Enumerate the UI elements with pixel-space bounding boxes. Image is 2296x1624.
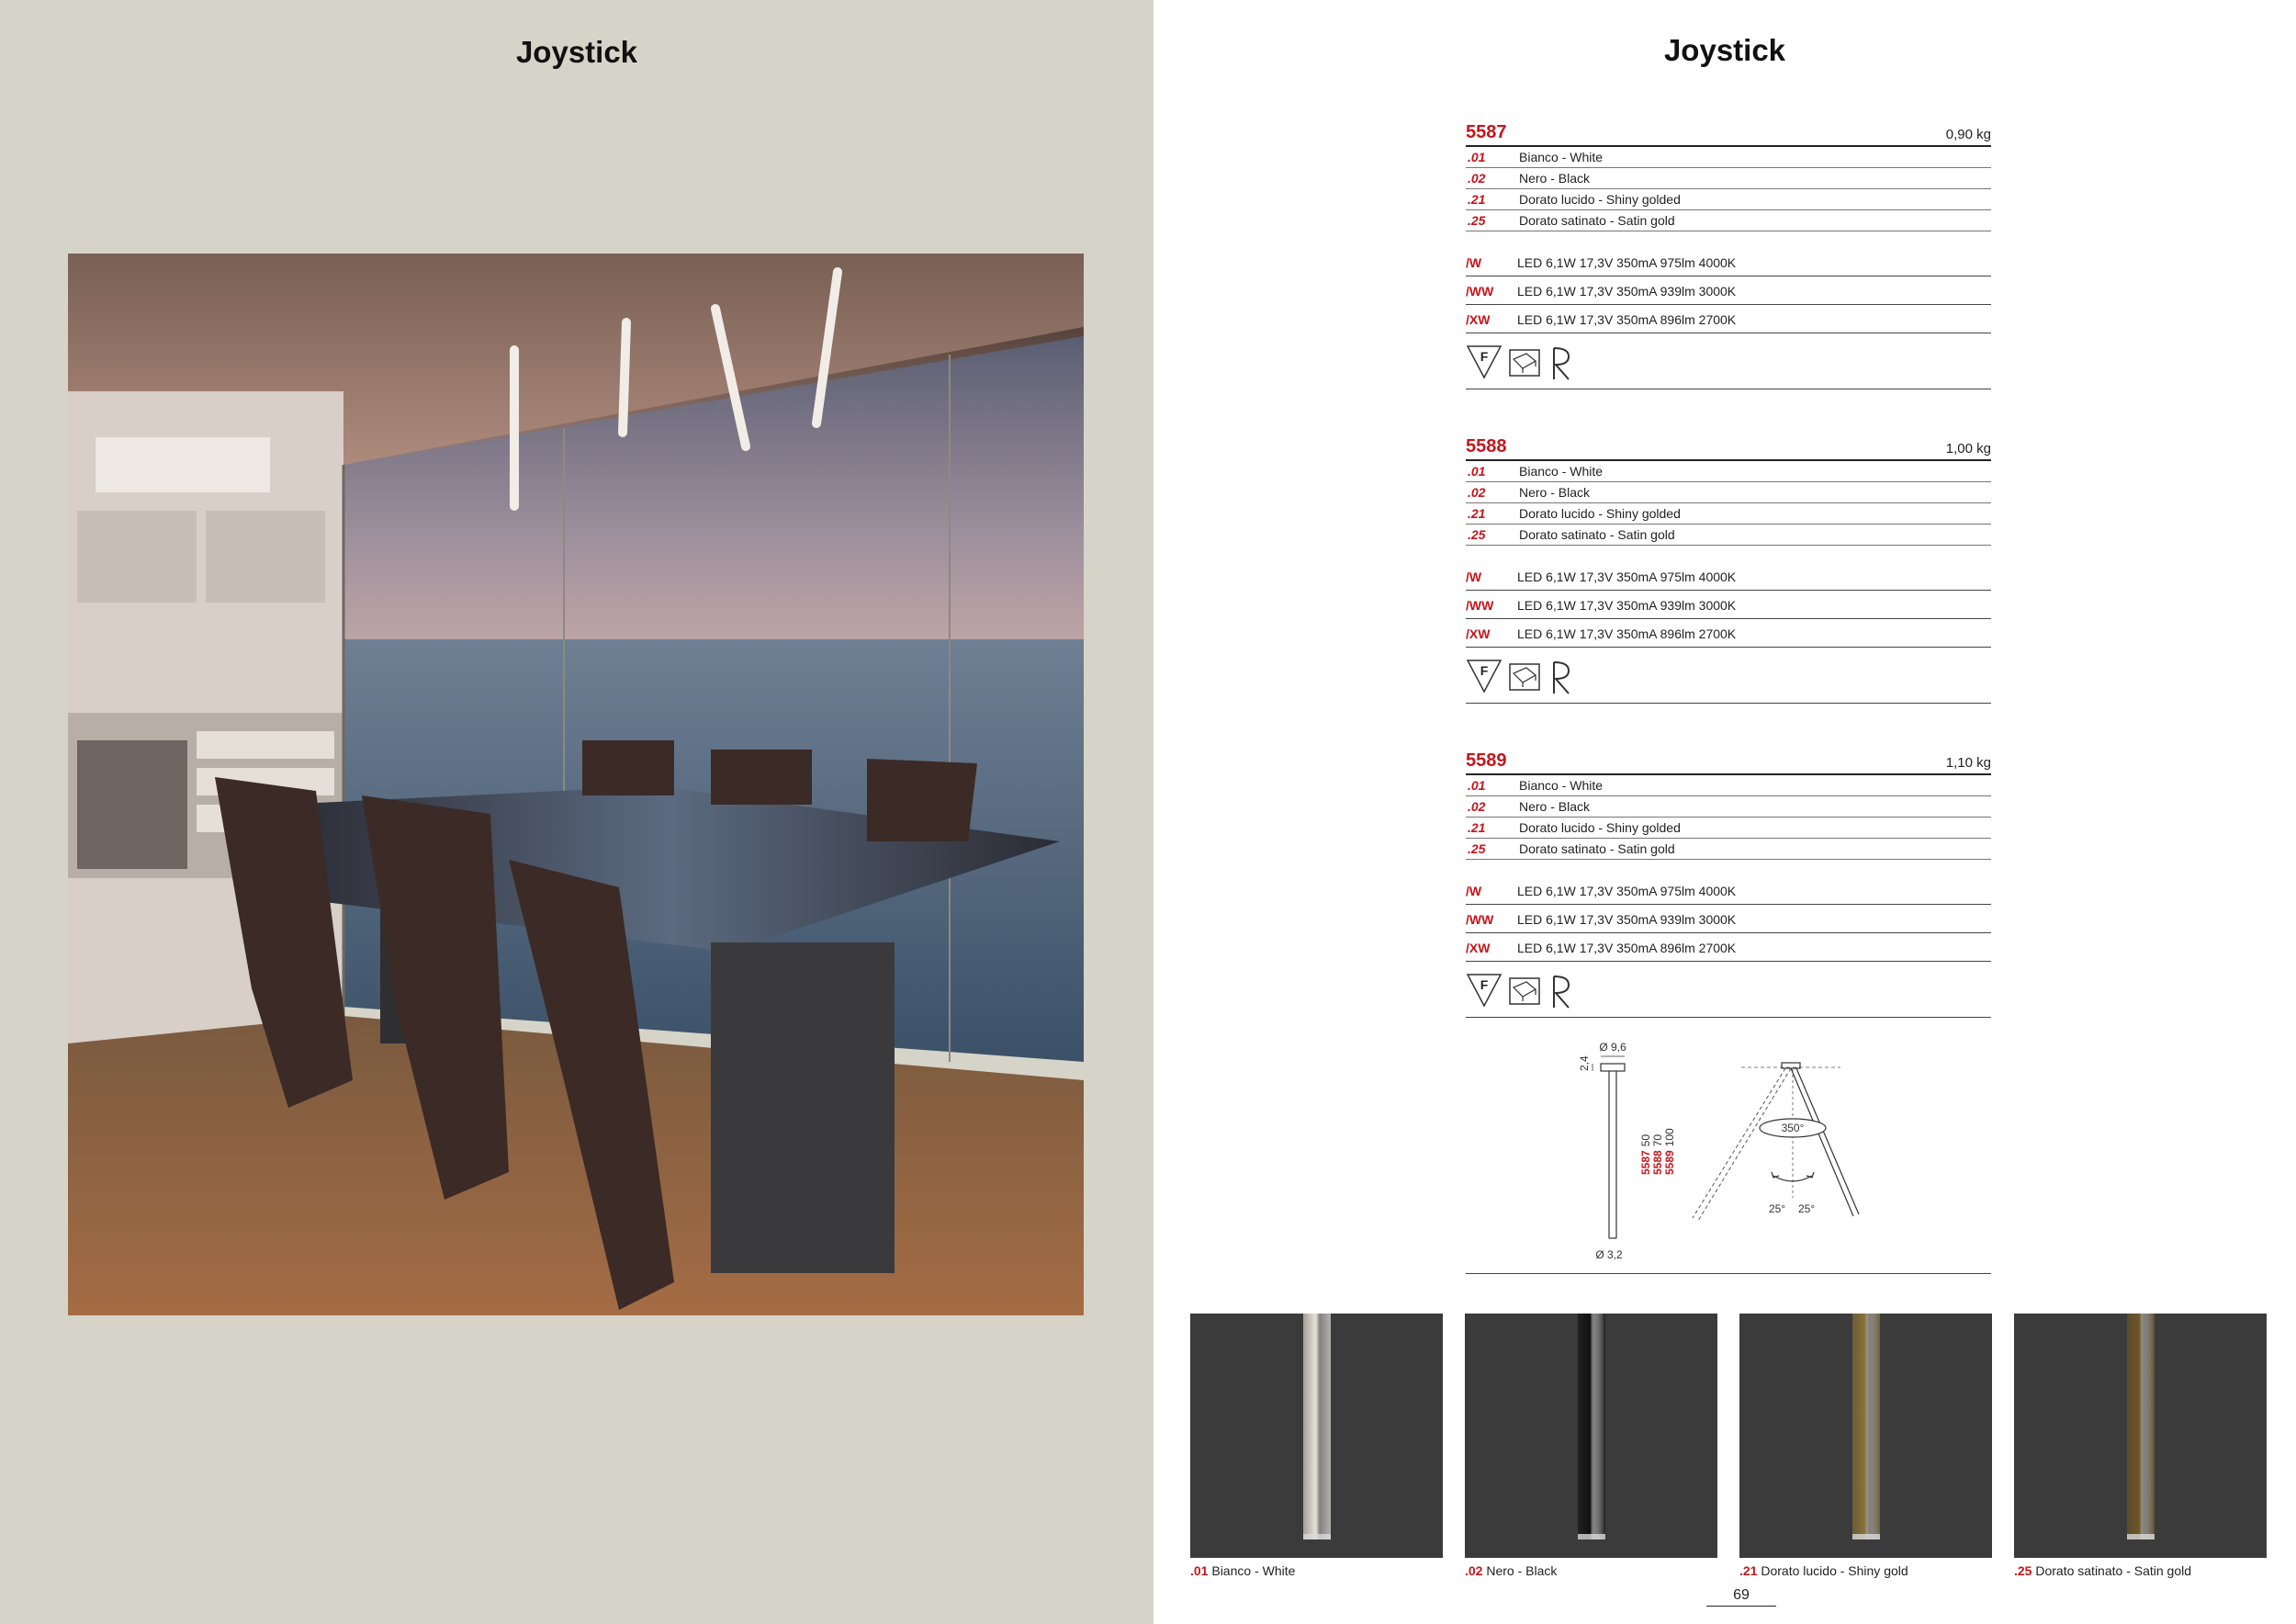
finish-row <box>1466 189 1991 210</box>
tilt-left-label: 25° <box>1769 1202 1786 1215</box>
product-block-5587 <box>1466 118 1991 389</box>
swatch-label <box>1465 1563 1557 1578</box>
pendant-rod-image <box>1739 1314 1992 1558</box>
led-row <box>1466 933 1991 962</box>
swatch-name: Dorato lucido - Shiny gold <box>1761 1563 1908 1578</box>
led-desc: LED 6,1W 17,3V 350mA 939lm 3000K <box>1517 284 1737 299</box>
finish-desc: Bianco - White <box>1519 464 1604 479</box>
finish-row <box>1466 210 1991 231</box>
height-top-label: 2,4 <box>1578 1055 1591 1071</box>
svg-text:F: F <box>1480 349 1489 364</box>
finish-code: .21 <box>1468 192 1486 207</box>
finish-row <box>1466 482 1991 503</box>
pendant-rod-image <box>2014 1314 2267 1558</box>
certification-icons <box>1466 962 1991 1018</box>
r-mark-icon <box>1554 662 1569 694</box>
length-code: 5589 <box>1663 1150 1676 1175</box>
led-code: /XW <box>1466 626 1491 641</box>
led-desc: LED 6,1W 17,3V 350mA 939lm 3000K <box>1517 912 1737 927</box>
diameter-top-label: Ø 9,6 <box>1599 1041 1626 1054</box>
finish-code: .02 <box>1468 799 1486 814</box>
product-weight: 1,00 kg <box>1945 441 1991 457</box>
length-code: 5587 <box>1639 1150 1652 1175</box>
r-mark-icon <box>1554 348 1569 379</box>
page-title-left: Joystick <box>515 35 638 69</box>
led-desc: LED 6,1W 17,3V 350mA 939lm 3000K <box>1517 598 1737 613</box>
finish-desc: Dorato satinato - Satin gold <box>1519 213 1675 228</box>
spacer <box>1466 860 1991 876</box>
swatch-code: .25 <box>2014 1563 2032 1578</box>
finish-code: .02 <box>1468 485 1486 500</box>
page-title-right: Joystick <box>1663 33 1786 67</box>
led-code: /WW <box>1466 284 1494 299</box>
swatch-label <box>2014 1563 2191 1578</box>
led-code: /XW <box>1466 941 1491 955</box>
technical-drawing <box>1466 1032 1991 1274</box>
led-desc: LED 6,1W 17,3V 350mA 975lm 4000K <box>1517 570 1737 584</box>
length-code: 5588 <box>1651 1150 1664 1175</box>
length-value: 100 <box>1663 1128 1676 1147</box>
finish-row <box>1466 461 1991 482</box>
swatch-name: Dorato satinato - Satin gold <box>2035 1563 2192 1578</box>
tilt-right-label: 25° <box>1798 1202 1816 1215</box>
swatch-name: Nero - Black <box>1486 1563 1558 1578</box>
finish-swatch-02 <box>1465 1314 1717 1558</box>
r-mark-icon <box>1554 976 1569 1008</box>
product-code: 5589 <box>1466 750 1507 771</box>
product-header <box>1466 746 1991 775</box>
led-row <box>1466 305 1991 333</box>
spacer <box>1466 546 1991 562</box>
swatch-code: .21 <box>1739 1563 1758 1578</box>
led-row <box>1466 276 1991 305</box>
led-row <box>1466 619 1991 648</box>
led-desc: LED 6,1W 17,3V 350mA 896lm 2700K <box>1517 626 1737 641</box>
led-desc: LED 6,1W 17,3V 350mA 975lm 4000K <box>1517 884 1737 898</box>
finish-code: .25 <box>1468 213 1486 228</box>
finish-desc: Dorato lucido - Shiny golded <box>1519 506 1681 521</box>
length-label-5588 <box>1651 1134 1664 1175</box>
finish-desc: Nero - Black <box>1519 485 1591 500</box>
finish-row <box>1466 524 1991 546</box>
svg-text:F: F <box>1480 977 1489 992</box>
led-code: /WW <box>1466 912 1494 927</box>
led-code: /XW <box>1466 312 1491 327</box>
led-desc: LED 6,1W 17,3V 350mA 896lm 2700K <box>1517 941 1737 955</box>
rotation-label: 350° <box>1781 1122 1805 1134</box>
ip-box-icon <box>1510 350 1539 376</box>
product-header <box>1466 118 1991 147</box>
length-value: 50 <box>1639 1133 1652 1147</box>
pendant-rod-image <box>1190 1314 1443 1558</box>
finish-row <box>1466 147 1991 168</box>
led-code: /W <box>1466 570 1482 584</box>
led-row <box>1466 905 1991 933</box>
diameter-bottom-label: Ø 3,2 <box>1595 1248 1623 1261</box>
finish-row <box>1466 168 1991 189</box>
product-block-5589 <box>1466 746 1991 1018</box>
finish-code: .02 <box>1468 171 1486 186</box>
finish-code: .25 <box>1468 527 1486 542</box>
finish-code: .01 <box>1468 778 1486 793</box>
swatch-code: .01 <box>1190 1563 1209 1578</box>
finish-desc: Dorato lucido - Shiny golded <box>1519 820 1681 835</box>
dining-room-photo <box>68 254 1084 1315</box>
finish-row <box>1466 796 1991 818</box>
certification-icons <box>1466 333 1991 389</box>
length-label-5587 <box>1639 1134 1652 1175</box>
finish-swatch-01 <box>1190 1314 1443 1558</box>
swatch-label <box>1190 1563 1295 1578</box>
finish-desc: Dorato lucido - Shiny golded <box>1519 192 1681 207</box>
swatch-label <box>1739 1563 1908 1578</box>
product-header <box>1466 432 1991 461</box>
led-row <box>1466 876 1991 905</box>
f-mark-icon <box>1468 975 1501 1006</box>
swatch-code: .02 <box>1465 1563 1483 1578</box>
finish-code: .21 <box>1468 820 1486 835</box>
led-desc: LED 6,1W 17,3V 350mA 896lm 2700K <box>1517 312 1737 327</box>
finish-code: .01 <box>1468 150 1486 164</box>
led-code: /W <box>1466 884 1482 898</box>
pendant-rod-image <box>1465 1314 1717 1558</box>
ip-box-icon <box>1510 664 1539 690</box>
product-block-5588 <box>1466 432 1991 704</box>
finish-swatch-21 <box>1739 1314 1992 1558</box>
finish-desc: Bianco - White <box>1519 150 1604 164</box>
length-label-5589 <box>1663 1128 1676 1175</box>
led-code: /WW <box>1466 598 1494 613</box>
led-row <box>1466 248 1991 276</box>
finish-desc: Nero - Black <box>1519 799 1591 814</box>
finish-code: .25 <box>1468 841 1486 856</box>
length-value: 70 <box>1651 1133 1664 1147</box>
finish-code: .01 <box>1468 464 1486 479</box>
led-row <box>1466 562 1991 591</box>
finish-desc: Dorato satinato - Satin gold <box>1519 841 1675 856</box>
led-row <box>1466 591 1991 619</box>
finish-row <box>1466 818 1991 839</box>
finish-desc: Nero - Black <box>1519 171 1591 186</box>
swatch-name: Bianco - White <box>1211 1563 1296 1578</box>
product-weight: 0,90 kg <box>1945 127 1991 142</box>
certification-icons <box>1466 648 1991 704</box>
led-desc: LED 6,1W 17,3V 350mA 975lm 4000K <box>1517 255 1737 270</box>
product-code: 5588 <box>1466 436 1507 457</box>
spacer <box>1466 231 1991 248</box>
f-mark-icon <box>1468 660 1501 692</box>
finish-desc: Bianco - White <box>1519 778 1604 793</box>
product-code: 5587 <box>1466 122 1507 142</box>
svg-text:F: F <box>1480 663 1489 678</box>
ip-box-icon <box>1510 978 1539 1004</box>
page-number: 69 <box>1706 1587 1776 1607</box>
finish-row <box>1466 503 1991 524</box>
led-code: /W <box>1466 255 1482 270</box>
finish-swatch-25 <box>2014 1314 2267 1558</box>
finish-row <box>1466 775 1991 796</box>
product-weight: 1,10 kg <box>1945 755 1991 771</box>
finish-desc: Dorato satinato - Satin gold <box>1519 527 1675 542</box>
finish-row <box>1466 839 1991 860</box>
f-mark-icon <box>1468 346 1501 378</box>
finish-code: .21 <box>1468 506 1486 521</box>
